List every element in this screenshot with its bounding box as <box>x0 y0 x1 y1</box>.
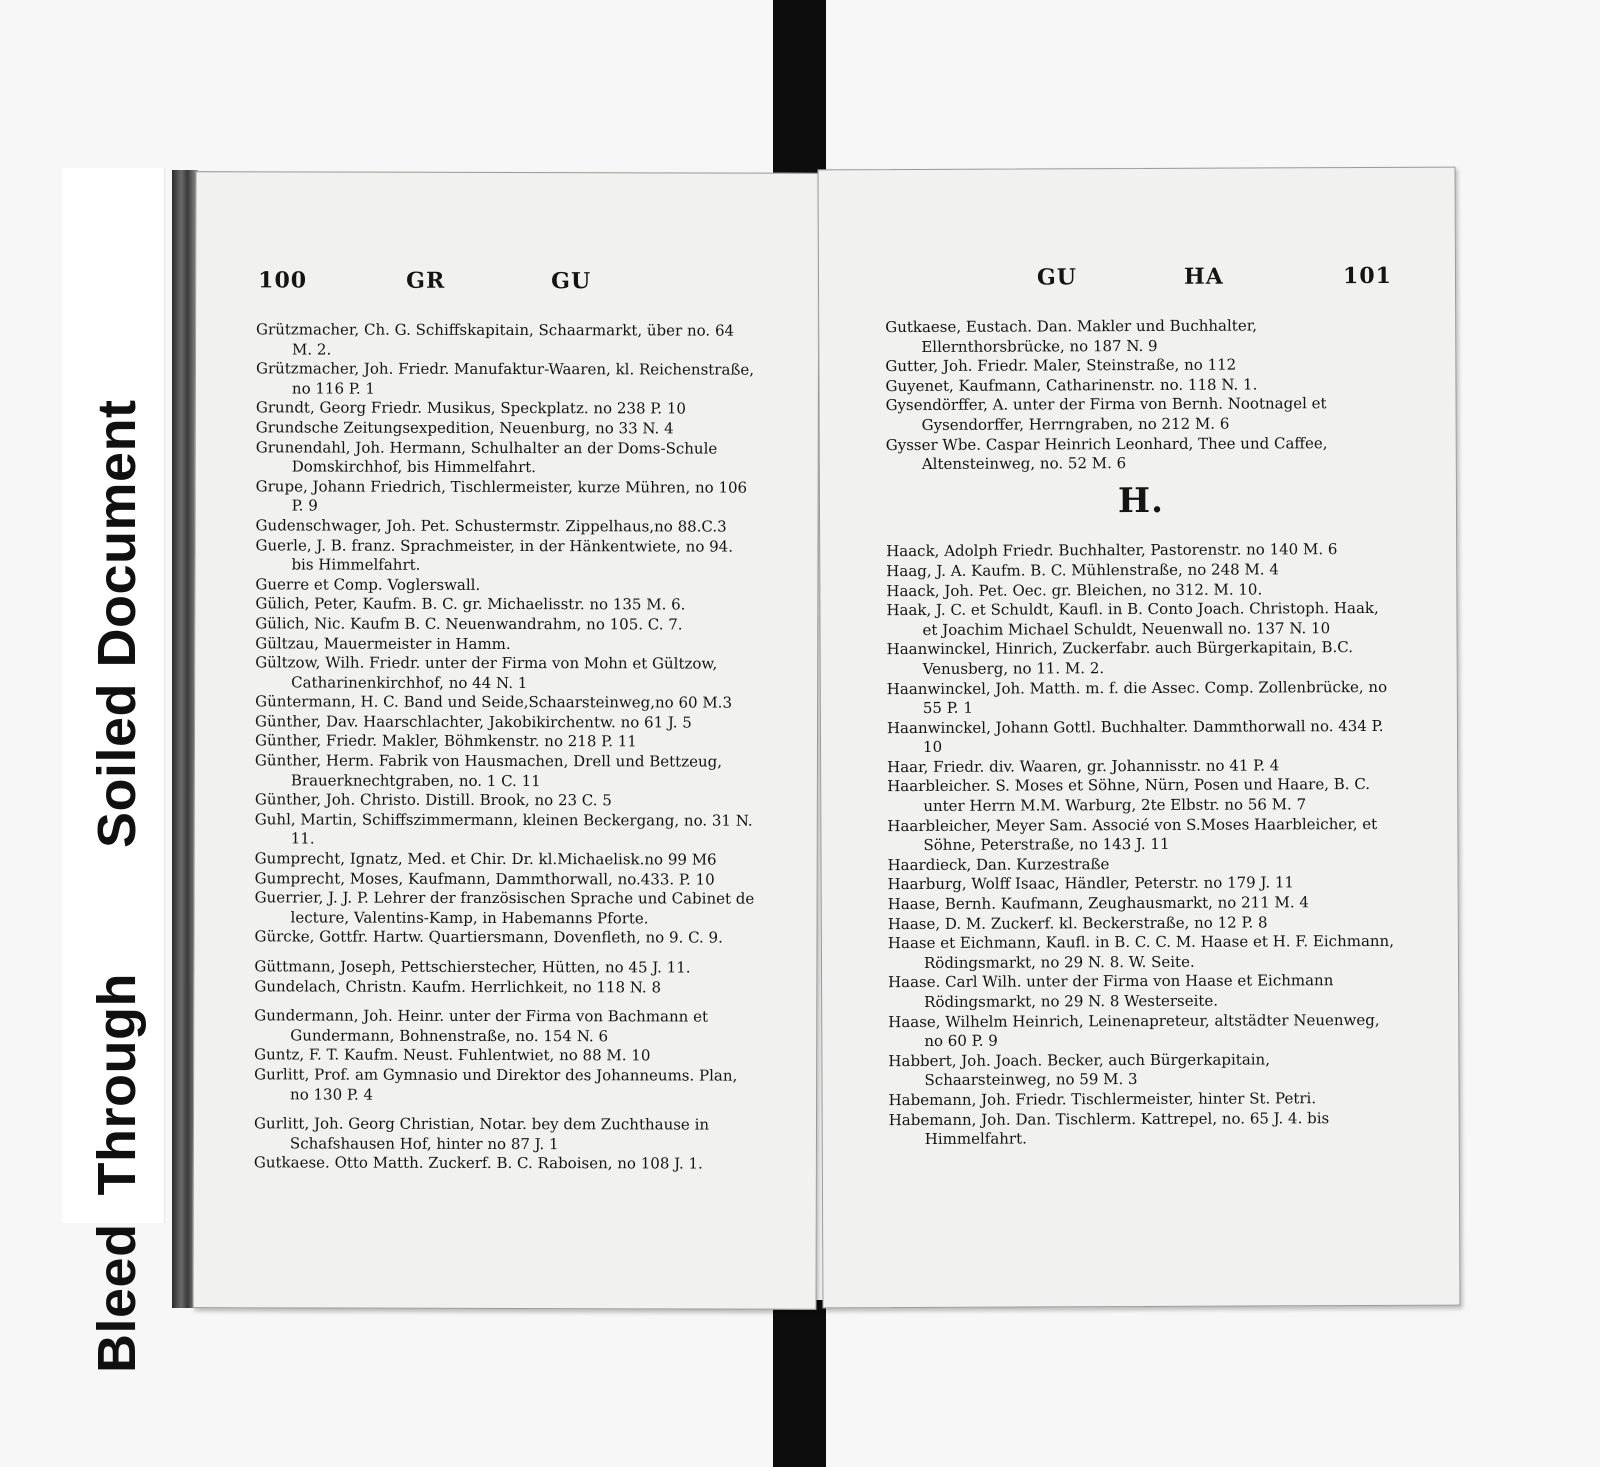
directory-entry: Gurlitt, Prof. am Gymnasio und Direktor des Johanneums. Plan, no 130 P. 4 <box>254 1065 738 1104</box>
directory-entry: Gültzow, Wilh. Friedr. unter der Firma von Mohn et Gültzow, Catharinenkirchhof, no 44 N. 1 <box>255 653 718 692</box>
directory-entries <box>885 316 1399 1150</box>
directory-entry: Haak, J. C. et Schuldt, Kaufl. in B. Conto Joach. Christoph. Haak, et Joachim Michael Schuldt, Neuenwall no. 137 N. 10 <box>886 599 1379 639</box>
through-word: Through <box>87 973 147 1196</box>
directory-entry: Gülich, Nic. Kaufm B. C. Neuenwandrahm, no 105. C. 7. <box>255 614 683 634</box>
directory-entry: Grundsche Zeitungsexpedition, Neuenburg, no 33 N. 4 <box>255 418 674 438</box>
directory-entry: Gültzau, Mauermeister in Hamm. <box>255 633 511 653</box>
binding-strip-bottom <box>773 1300 826 1467</box>
directory-entry: Haanwinckel, Joh. Matth. m. f. die Assec. Comp. Zollenbrücke, no 55 P. 1 <box>886 677 1388 718</box>
directory-entry: Günther, Friedr. Makler, Böhmkenstr. no 218 P. 11 <box>254 731 637 751</box>
directory-entry: Haanwinckel, Hinrich, Zuckerfabr. auch Bürgerkapitain, B.C. Venusberg, no 11. M. 2. <box>886 638 1353 678</box>
running-head-left: GR <box>406 267 446 294</box>
section-letter: H. <box>1117 480 1165 521</box>
directory-entry: Guhl, Martin, Schiffszimmermann, kleinen Beckergang, no. 31 N. 11. <box>254 810 753 848</box>
directory-entry: Günther, Joh. Christo. Distill. Brook, no 23 C. 5 <box>254 790 612 810</box>
directory-entry: Haase et Eichmann, Kaufl. in B. C. C. M. Haase et H. F. Eichmann, Rödingsmarkt, no 29 N. 8. W. Seite. <box>887 932 1395 972</box>
bleed-word: Bleed <box>87 1223 147 1373</box>
directory-entry: Günther, Dav. Haarschlachter, Jakobikirchentw. no 61 J. 5 <box>255 712 692 732</box>
binding-strip-top <box>773 0 826 190</box>
directory-entry: Haack, Adolph Friedr. Buchhalter, Pastorenstr. no 140 M. 6 <box>886 540 1338 561</box>
directory-entry: Haardieck, Dan. Kurzestraße <box>887 854 1110 874</box>
directory-entry: Guyenet, Kaufmann, Catharinenstr. no. 118 N. 1. <box>885 375 1258 395</box>
page-number: 101 <box>1342 262 1392 290</box>
directory-entry: Haack, Joh. Pet. Oec. gr. Bleichen, no 312. M. 10. <box>886 579 1263 600</box>
directory-entry: Grupe, Johann Friedrich, Tischlermeister, kurze Mühren, no 106 P. 9 <box>255 477 748 515</box>
bleed-through-label <box>86 973 148 1373</box>
directory-entry: Gutter, Joh. Friedr. Maler, Steinstraße, no 112 <box>885 355 1237 376</box>
directory-entry: Gurlitt, Joh. Georg Christian, Notar. bey dem Zuchthause in Schafshausen Hof, hinter no 87 J. 1 <box>253 1114 710 1153</box>
soiled-document-label: Soiled Document <box>87 399 147 848</box>
directory-entry: Habbert, Joh. Joach. Becker, auch Bürgerkapitain, Schaarsteinweg, no 59 M. 3 <box>888 1050 1271 1090</box>
right-page <box>818 167 1461 1309</box>
running-head-right: HA <box>1183 263 1224 290</box>
directory-entry: Guntz, F. T. Kaufm. Neust. Fuhlentwiet, no 88 M. 10 <box>254 1045 651 1065</box>
entries-h-section <box>886 540 1399 1150</box>
directory-entry: Gutkaese, Eustach. Dan. Makler und Buchhalter, Ellernthorsbrücke, no 187 N. 9 <box>885 316 1258 356</box>
directory-entry: Haar, Friedr. div. Waaren, gr. Johannisstr. no 41 P. 4 <box>887 756 1280 776</box>
directory-entry: Gudenschwager, Joh. Pet. Schustermstr. Zippelhaus,no 88.C.3 <box>255 516 727 536</box>
directory-entry: Gumprecht, Moses, Kaufmann, Dammthorwall, no.433. P. 10 <box>254 868 715 889</box>
directory-entry: Grützmacher, Joh. Friedr. Manufaktur-Waaren, kl. Reichenstraße, no 116 P. 1 <box>255 359 755 398</box>
directory-entry: Guerrier, J. J. P. Lehrer der französischen Sprache und Cabinet de lecture, Valentins-Kamp, in Habemanns Pforte. <box>254 888 755 928</box>
running-head-right: GU <box>551 268 592 295</box>
directory-entry: Gülich, Peter, Kaufm. B. C. gr. Michaelisstr. no 135 M. 6. <box>255 594 686 614</box>
left-page <box>193 171 820 1310</box>
directory-entry: Gysendörffer, A. unter der Firma von Bernh. Nootnagel et Gysendorffer, Herrngraben, no 212 M. 6 <box>885 394 1327 434</box>
directory-entry: Gundelach, Christn. Kaufm. Herrlichkeit, no 118 N. 8 <box>254 976 662 997</box>
directory-entry: Grundt, Georg Friedr. Musikus, Speckplatz. no 238 P. 10 <box>255 398 686 418</box>
left-page-header <box>196 267 818 309</box>
directory-entry: Habemann, Joh. Dan. Tischlerm. Kattrepel, no. 65 J. 4. bis Himmelfahrt. <box>888 1108 1330 1149</box>
directory-entry: Haase, D. M. Zuckerf. kl. Beckerstraße, no 12 P. 8 <box>887 913 1268 933</box>
directory-entry: Habemann, Joh. Friedr. Tischlermeister, hinter St. Petri. <box>888 1089 1317 1110</box>
directory-entry: Haag, J. A. Kaufm. B. C. Mühlenstraße, no 248 M. 4 <box>886 560 1279 581</box>
right-page-header <box>819 263 1455 306</box>
directory-entry: Grützmacher, Ch. G. Schiffskapitain, Schaarmarkt, über no. 64 M. 2. <box>256 320 735 359</box>
directory-entry: Guerle, J. B. franz. Sprachmeister, in der Hänkentwiete, no 94. bis Himmelfahrt. <box>255 535 734 574</box>
directory-entry: Haarbleicher. S. Moses et Söhne, Nürn, Posen und Haare, B. C. unter Herrn M.M. Warburg, 2te Elbstr. no 56 M. 7 <box>887 775 1371 816</box>
directory-entry: Guerre et Comp. Voglerswall. <box>255 575 481 594</box>
directory-entry: Güttmann, Joseph, Pettschierstecher, Hütten, no 45 J. 11. <box>254 957 691 977</box>
directory-entry: Güntermann, H. C. Band und Seide,Schaarsteinweg,no 60 M.3 <box>255 692 733 712</box>
directory-entry: Haarburg, Wolff Isaac, Händler, Peterstr. no 179 J. 11 <box>887 873 1294 894</box>
directory-entry: Haase, Wilhelm Heinrich, Leinenapreteur, altstädter Neuenweg, no 60 P. 9 <box>888 1010 1380 1051</box>
directory-entry: Gutkaese. Otto Matth. Zuckerf. B. C. Raboisen, no 108 J. 1. <box>253 1153 703 1173</box>
page-number: 100 <box>258 267 308 294</box>
directory-entry: Gürcke, Gottfr. Hartw. Quartiersmann, Dovenfleth, no 9. C. 9. <box>254 927 723 947</box>
running-head-left: GU <box>1036 264 1078 291</box>
directory-entries <box>254 320 758 1174</box>
directory-entry: Haanwinckel, Johann Gottl. Buchhalter. Dammthorwall no. 434 P. 10 <box>886 716 1384 757</box>
directory-entry: Gysser Wbe. Caspar Heinrich Leonhard, Thee und Caffee, Altensteinweg, no. 52 M. 6 <box>885 433 1328 474</box>
condition-labels <box>62 168 165 1373</box>
directory-entry: Haase, Bernh. Kaufmann, Zeughausmarkt, no 211 M. 4 <box>887 893 1309 914</box>
directory-entry: Günther, Herm. Fabrik von Hausmachen, Drell und Bettzeug, Brauerknechtgraben, no. 1 C. 11 <box>254 751 723 790</box>
directory-entry: Haarbleicher, Meyer Sam. Associé von S.Moses Haarbleicher, et Söhne, Peterstraße, no 143 J. 11 <box>887 814 1378 855</box>
directory-entry: Haase. Carl Wilh. unter der Firma von Haase et Eichmann Rödingsmarkt, no 29 N. 8 Westerseite. <box>888 971 1334 1011</box>
entries-gu-section <box>885 316 1396 475</box>
directory-entry: Grunendahl, Joh. Hermann, Schulhalter an der Doms-Schule Domskirchhof, bis Himmelfahrt. <box>255 437 718 477</box>
directory-entry: Gumprecht, Ignatz, Med. et Chir. Dr. kl.Michaelisk.no 99 M6 <box>254 849 717 869</box>
directory-entry: Gundermann, Joh. Heinr. unter der Firma von Bachmann et Gundermann, Bohnenstraße, no. 154 N. 6 <box>254 1006 709 1046</box>
